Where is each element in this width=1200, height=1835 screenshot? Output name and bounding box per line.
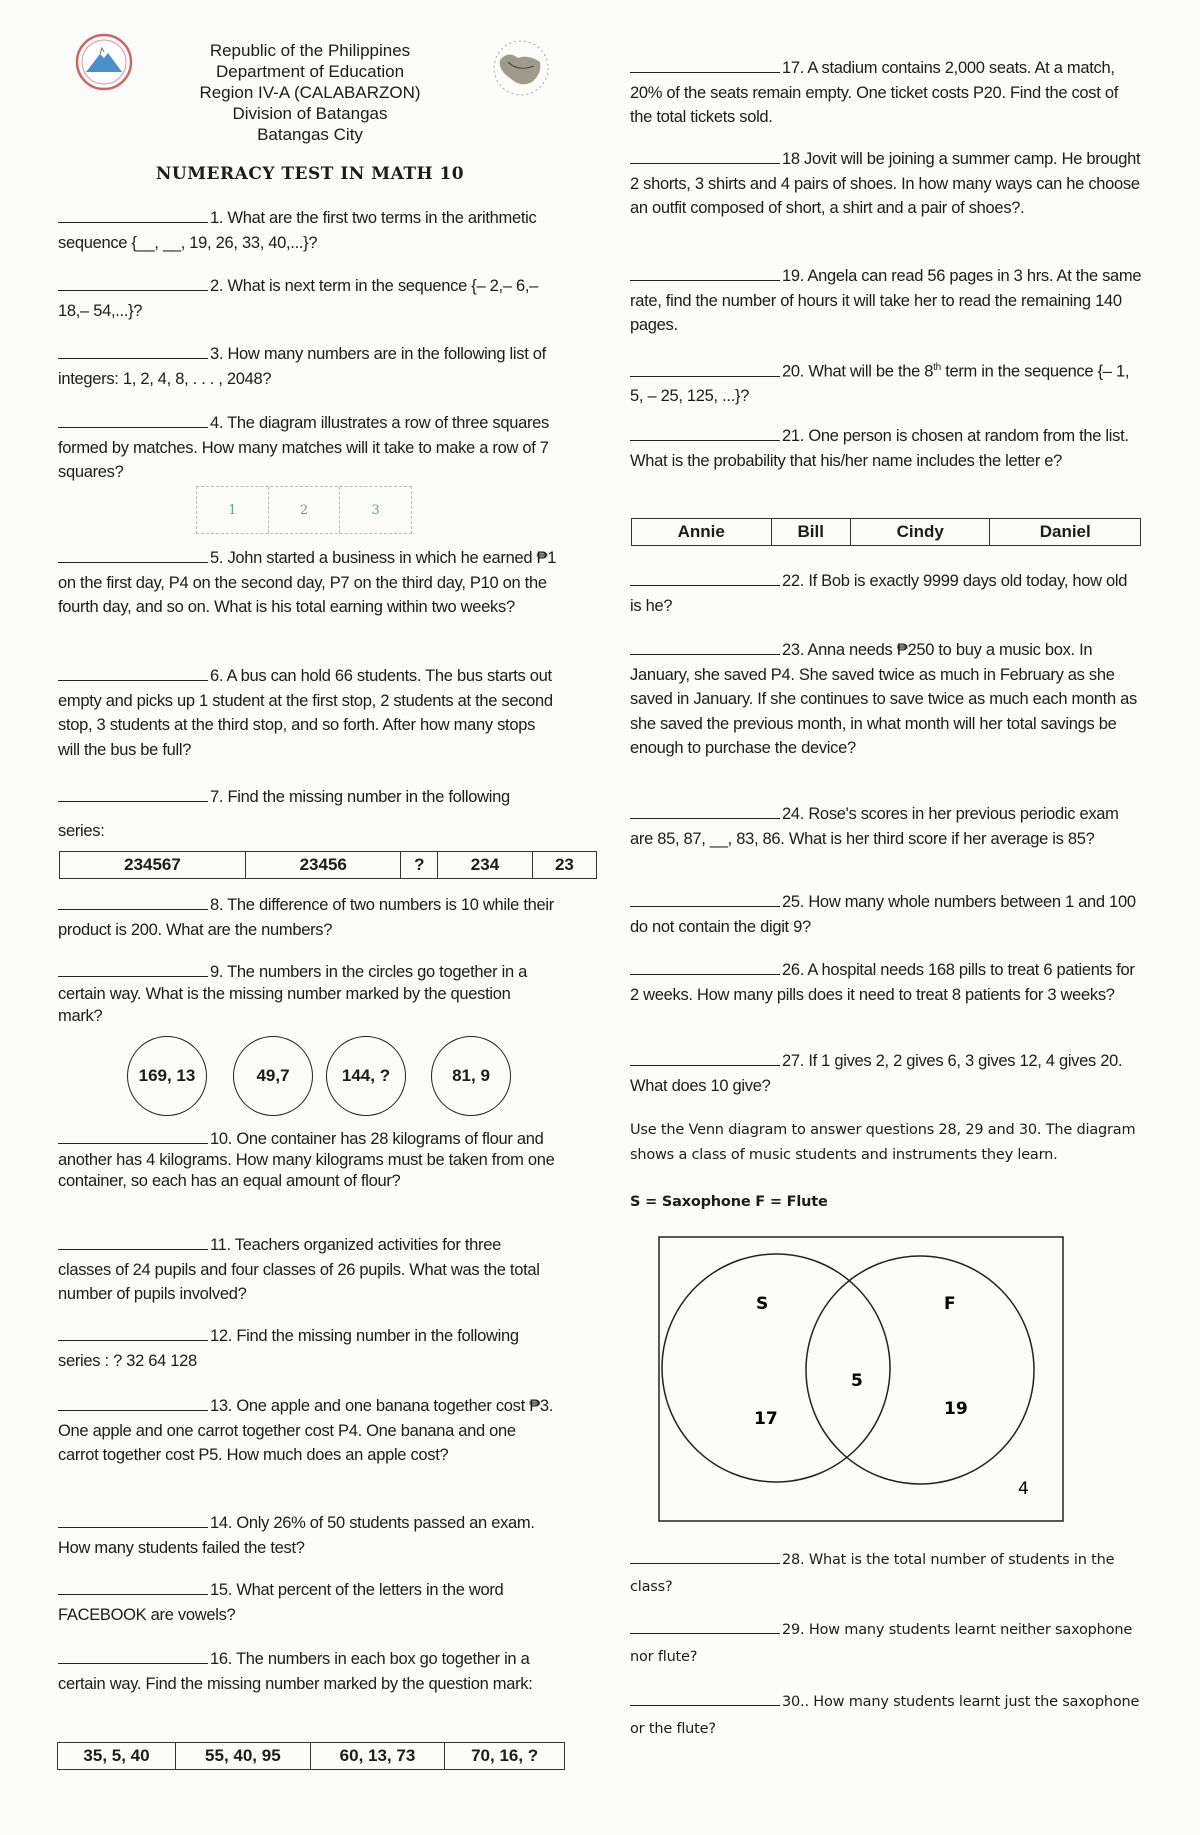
- question-9: [58, 961, 558, 1027]
- box-cell: 70, 16, ?: [445, 1743, 565, 1770]
- header-line: Department of Education: [215, 62, 405, 81]
- question-text: 12. Find the missing number in the following series : ? 32 64 128: [58, 1327, 519, 1370]
- question-3: [58, 342, 558, 391]
- question-27: [630, 1049, 1142, 1098]
- question-text: 2. What is next term in the sequence {– 2,– 6,– 18,– 54,...}?: [58, 277, 539, 320]
- answer-blank[interactable]: [58, 787, 208, 802]
- question-18: [630, 147, 1142, 221]
- name-cell: Daniel: [990, 519, 1141, 546]
- answer-blank[interactable]: [58, 344, 208, 359]
- answer-blank[interactable]: [58, 962, 208, 977]
- number-boxes-table: [57, 1742, 565, 1770]
- question-20: [630, 356, 1142, 409]
- question-25: [630, 890, 1142, 939]
- header-line: Region IV-A (CALABARZON): [199, 83, 421, 102]
- question-2: [58, 274, 558, 323]
- question-text: 14. Only 26% of 50 students passed an exam. How many students failed the test?: [58, 1514, 535, 1557]
- answer-blank[interactable]: [630, 892, 780, 907]
- question-22: [630, 569, 1142, 618]
- question-text: 6. A bus can hold 66 students. The bus starts out empty and picks up 1 student at the first stop, 2 students at the second stop, 3 students at the third stop, and so forth. After how many stops will the bus be full?: [58, 667, 553, 759]
- series-cell: 234567: [60, 852, 246, 879]
- flute-circle: [806, 1256, 1034, 1484]
- both-count: 5: [851, 1371, 863, 1391]
- header-line: Division of Batangas: [232, 104, 388, 123]
- question-text: 27. If 1 gives 2, 2 gives 6, 3 gives 12, 4 gives 20. What does 10 give?: [630, 1052, 1123, 1095]
- question-15: [58, 1578, 558, 1627]
- answer-blank[interactable]: [630, 266, 780, 281]
- matchstick-squares-diagram: [196, 486, 412, 534]
- answer-blank[interactable]: [58, 1326, 208, 1341]
- question-text: 1. What are the first two terms in the arithmetic sequence {__, __, 19, 26, 33, 40,...}?: [58, 209, 537, 252]
- square-label: 1: [197, 487, 269, 533]
- question-text: 30.. How many students learnt just the saxophone or the flute?: [630, 1694, 1140, 1737]
- question-6: [58, 664, 558, 762]
- answer-blank[interactable]: [630, 960, 780, 975]
- question-text: 18 Jovit will be joining a summer camp. He brought 2 shorts, 3 shirts and 4 pairs of shoes. In how many ways can he choose an outfit composed of short, a shirt and a pair of shoes?.: [630, 150, 1141, 217]
- answer-blank[interactable]: [630, 58, 780, 73]
- page-title: NUMERACY TEST IN MATH 10: [155, 164, 465, 184]
- venn-instructions: Use the Venn diagram to answer questions 28, 29 and 30. The diagram shows a class of music students and instruments they learn.: [630, 1122, 1136, 1163]
- names-table: [631, 518, 1141, 546]
- box-cell: 60, 13, 73: [310, 1743, 445, 1770]
- question-text: term in the sequence {– 1, 5, – 25, 125, ...}?: [630, 362, 1130, 405]
- number-circle: 81, 9: [431, 1036, 511, 1116]
- question-text: 19. Angela can read 56 pages in 3 hrs. At the same rate, find the number of hours it will take her to read the remaining 140 pages.: [630, 267, 1142, 334]
- square-label: 3: [371, 502, 380, 518]
- answer-blank[interactable]: [58, 1396, 208, 1411]
- answer-blank[interactable]: [630, 362, 780, 377]
- question-23: [630, 638, 1142, 761]
- deped-region-seal-logo: [74, 32, 134, 92]
- question-1: [58, 206, 558, 255]
- question-11: [58, 1233, 558, 1307]
- answer-blank[interactable]: [58, 548, 208, 563]
- series-cell: ?: [401, 852, 438, 879]
- answer-blank[interactable]: [630, 426, 780, 441]
- question-text: 13. One apple and one banana together cost ₱3. One apple and one carrot together cost P4. One banana and one carrot together cost P5. How much does an apple cost?: [58, 1397, 554, 1464]
- question-28: [630, 1547, 1142, 1601]
- header-line: Republic of the Philippines: [209, 41, 411, 60]
- answer-blank[interactable]: [630, 149, 780, 164]
- question-text: 22. If Bob is exactly 9999 days old today, how old is he?: [630, 572, 1128, 615]
- answer-blank[interactable]: [58, 1649, 208, 1664]
- question-8: [58, 893, 558, 942]
- question-text: 8. The difference of two numbers is 10 while their product is 200. What are the numbers?: [58, 896, 554, 939]
- question-text: 26. A hospital needs 168 pills to treat 6 patients for 2 weeks. How many pills does it need to treat 8 patients for 3 weeks?: [630, 961, 1135, 1004]
- answer-blank[interactable]: [630, 1051, 780, 1066]
- question-13: [58, 1394, 558, 1468]
- question-text: 29. How many students learnt neither saxophone nor flute?: [630, 1622, 1133, 1665]
- question-text: 4. The diagram illustrates a row of three squares formed by matches. How many matches will it take to make a row of 7 squares?: [58, 414, 550, 481]
- question-text: 28. What is the total number of students in the class?: [630, 1552, 1115, 1595]
- question-text: 11. Teachers organized activities for three classes of 24 pupils and four classes of 26 pupils. What was the total number of pupils involved?: [58, 1236, 540, 1303]
- question-text: 7. Find the missing number in the following series:: [58, 788, 510, 840]
- venn-legend: S = Saxophone F = Flute: [630, 1194, 828, 1210]
- square-label: 2: [269, 487, 341, 533]
- question-21: [630, 424, 1142, 473]
- number-circle: 49,7: [233, 1036, 313, 1116]
- s-label: S: [756, 1294, 769, 1314]
- saxophone-only-count: 17: [754, 1409, 778, 1429]
- answer-blank[interactable]: [630, 1691, 780, 1706]
- series-cell: 23456: [245, 852, 401, 879]
- batangas-city-seal-logo: [488, 38, 554, 98]
- series-table: [59, 851, 597, 879]
- answer-blank[interactable]: [630, 571, 780, 586]
- ordinal-suffix: th: [933, 362, 941, 373]
- question-4: [58, 411, 558, 485]
- neither-count: 4: [1018, 1479, 1029, 1499]
- saxophone-circle: [662, 1254, 890, 1482]
- question-text: 10. One container has 28 kilograms of flour and another has 4 kilograms. How many kilograms must be taken from one container, so each has an equal amount of flour?: [58, 1130, 555, 1190]
- name-cell: Cindy: [850, 519, 990, 546]
- question-19: [630, 264, 1142, 338]
- header-address: [150, 40, 470, 145]
- box-cell: 35, 5, 40: [58, 1743, 176, 1770]
- answer-blank[interactable]: [58, 276, 208, 291]
- header-line: Batangas City: [257, 125, 363, 144]
- series-cell: 234: [438, 852, 533, 879]
- question-29: [630, 1617, 1142, 1671]
- question-text: 5. John started a business in which he earned ₱1 on the first day, P4 on the second day, P7 on the third day, P10 on the fourth day, and so on. What is his total earning within two weeks?: [58, 549, 557, 616]
- box-cell: 55, 40, 95: [176, 1743, 311, 1770]
- answer-blank[interactable]: [630, 1549, 780, 1564]
- question-24: [630, 802, 1142, 851]
- answer-blank[interactable]: [58, 666, 208, 681]
- answer-blank[interactable]: [58, 895, 208, 910]
- question-text: 23. Anna needs ₱250 to buy a music box. In January, she saved P4. She saved twice as much in February as she saved in January. If she continues to save twice as much each month as she saved the previous month, in what month will her total savings be enough to purchase the device?: [630, 641, 1137, 757]
- question-14: [58, 1511, 558, 1560]
- answer-blank[interactable]: [58, 1235, 208, 1250]
- name-cell: Annie: [632, 519, 772, 546]
- question-30: [630, 1689, 1142, 1743]
- number-circle: 169, 13: [127, 1036, 207, 1116]
- question-12: [58, 1324, 558, 1373]
- question-text: 21. One person is chosen at random from the list. What is the probability that his/her name includes the letter e?: [630, 427, 1129, 470]
- answer-blank[interactable]: [630, 1619, 780, 1634]
- venn-diagram: [658, 1236, 1064, 1522]
- question-17: [630, 56, 1142, 130]
- question-text: 9. The numbers in the circles go together in a certain way. What is the missing number marked by the question mark?: [58, 963, 527, 1025]
- question-text: 24. Rose's scores in her previous periodic exam are 85, 87, __, 83, 86. What is her third score if her average is 85?: [630, 805, 1119, 848]
- answer-blank[interactable]: [630, 640, 780, 655]
- question-7: [58, 780, 558, 848]
- question-text: 15. What percent of the letters in the word FACEBOOK are vowels?: [58, 1581, 504, 1624]
- question-text: 16. The numbers in each box go together in a certain way. Find the missing number marked by the question mark:: [58, 1650, 533, 1693]
- answer-blank[interactable]: [58, 1129, 208, 1144]
- name-cell: Bill: [771, 519, 850, 546]
- question-text: 25. How many whole numbers between 1 and 100 do not contain the digit 9?: [630, 893, 1136, 936]
- answer-blank[interactable]: [58, 208, 208, 223]
- question-text: 17. A stadium contains 2,000 seats. At a match, 20% of the seats remain empty. One ticket costs P20. Find the cost of the total tickets sold.: [630, 59, 1118, 126]
- answer-blank[interactable]: [58, 1580, 208, 1595]
- question-text: 20. What will be the 8: [782, 362, 934, 381]
- number-circle: 144, ?: [326, 1036, 406, 1116]
- answer-blank[interactable]: [58, 413, 208, 428]
- answer-blank[interactable]: [58, 1513, 208, 1528]
- f-label: F: [944, 1294, 956, 1314]
- answer-blank[interactable]: [630, 804, 780, 819]
- question-text: 3. How many numbers are in the following list of integers: 1, 2, 4, 8, . . . , 2048?: [58, 345, 546, 388]
- question-5: [58, 546, 558, 620]
- series-cell: 23: [532, 852, 596, 879]
- flute-only-count: 19: [944, 1399, 968, 1419]
- question-10: [58, 1129, 558, 1192]
- question-26: [630, 958, 1142, 1007]
- question-16: [58, 1647, 558, 1696]
